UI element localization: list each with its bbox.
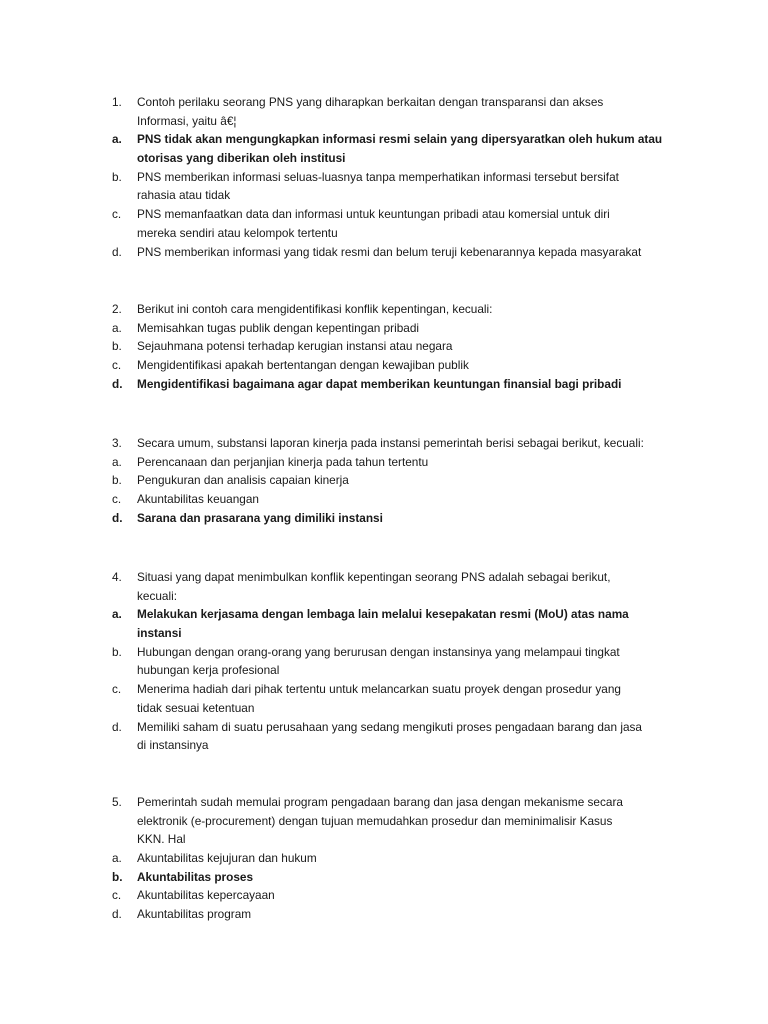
question-text: Contoh perilaku seorang PNS yang diharapkan berkaitan dengan transparansi dan akses bbox=[137, 95, 604, 109]
question-text: KKN. Hal bbox=[137, 832, 186, 847]
option-letter: a. bbox=[112, 454, 122, 469]
option-1-c bbox=[0, 224, 768, 243]
option-text: Akuntabilitas program bbox=[137, 907, 252, 922]
option-text: mereka sendiri atau kelompok tertentu bbox=[137, 225, 338, 240]
option-text: tidak sesuai ketentuan bbox=[137, 700, 255, 715]
option-5-d bbox=[0, 905, 768, 924]
option-text: PNS memberikan informasi yang tidak resmi dan belum teruji kebenarannya kepada masyarakat bbox=[137, 244, 642, 259]
option-text: PNS memanfaatkan data dan informasi untuk keuntungan pribadi atau komersial untuk diri bbox=[137, 207, 610, 222]
question-text: Berikut ini contoh cara mengidentifikasi konflik kepentingan, kecuali: bbox=[137, 302, 493, 316]
option-text: otorisas yang diberikan oleh institusi bbox=[137, 151, 346, 166]
option-4-d bbox=[0, 718, 768, 737]
option-letter: c. bbox=[112, 207, 122, 222]
option-text: Perencanaan dan perjanjian kinerja pada tahun tertentu bbox=[137, 454, 429, 469]
option-3-a bbox=[0, 453, 768, 472]
option-text: instansi bbox=[137, 626, 182, 641]
question-stem-line bbox=[0, 830, 768, 849]
option-text: PNS memberikan informasi seluas-luasnya tanpa memperhatikan informasi tersebut bersifat bbox=[137, 169, 619, 184]
option-4-b bbox=[0, 661, 768, 680]
question-text: elektronik (e-procurement) dengan tujuan memudahkan prosedur dan meminimalisir Kasus bbox=[137, 813, 613, 828]
option-2-b bbox=[0, 337, 768, 356]
option-5-b bbox=[0, 868, 768, 887]
option-4-a bbox=[0, 605, 768, 624]
option-1-c bbox=[0, 205, 768, 224]
option-text: Mengidentifikasi apakah bertentangan dengan kewajiban publik bbox=[137, 358, 469, 373]
option-text: Akuntabilitas kepercayaan bbox=[137, 888, 275, 903]
question-number: 5. bbox=[112, 795, 122, 809]
question-number: 2. bbox=[112, 302, 122, 316]
option-1-b bbox=[0, 186, 768, 205]
question-4 bbox=[0, 568, 768, 755]
option-text: Pengukuran dan analisis capaian kinerja bbox=[137, 473, 349, 488]
option-letter: b. bbox=[112, 473, 122, 488]
question-5 bbox=[0, 793, 768, 924]
option-letter: d. bbox=[112, 510, 123, 525]
question-stem-line bbox=[0, 587, 768, 606]
option-letter: b. bbox=[112, 644, 122, 659]
option-letter: d. bbox=[112, 907, 122, 922]
option-2-c bbox=[0, 356, 768, 375]
question-stem-line bbox=[0, 568, 768, 587]
option-5-c bbox=[0, 886, 768, 905]
question-number: 3. bbox=[112, 436, 122, 450]
question-text: kecuali: bbox=[137, 588, 177, 603]
option-2-d bbox=[0, 375, 768, 394]
option-text: Memiliki saham di suatu perusahaan yang sedang mengikuti proses pengadaan barang dan jasa bbox=[137, 719, 642, 734]
option-text: Akuntabilitas kejujuran dan hukum bbox=[137, 851, 317, 866]
option-text: PNS tidak akan mengungkapkan informasi resmi selain yang dipersyaratkan oleh hukum atau bbox=[137, 132, 663, 147]
option-letter: d. bbox=[112, 376, 123, 391]
option-text: rahasia atau tidak bbox=[137, 188, 231, 203]
option-1-a bbox=[0, 130, 768, 149]
option-4-d bbox=[0, 736, 768, 755]
option-letter: c. bbox=[112, 682, 122, 697]
question-2 bbox=[0, 300, 768, 393]
option-text: Melakukan kerjasama dengan lembaga lain melalui kesepakatan resmi (MoU) atas nama bbox=[137, 607, 629, 622]
option-4-a bbox=[0, 624, 768, 643]
question-3 bbox=[0, 434, 768, 527]
option-text: Hubungan dengan orang-orang yang berurusan dengan instansinya yang melampaui tingkat bbox=[137, 644, 620, 659]
question-stem-line bbox=[0, 812, 768, 831]
option-letter: a. bbox=[112, 851, 122, 866]
option-letter: c. bbox=[112, 492, 122, 507]
question-stem-line bbox=[0, 93, 768, 112]
option-letter: c. bbox=[112, 358, 122, 373]
question-stem-line bbox=[0, 434, 768, 453]
question-text: Informasi, yaitu â€¦ bbox=[137, 113, 237, 128]
question-stem-line bbox=[0, 300, 768, 319]
option-text: di instansinya bbox=[137, 738, 209, 753]
option-text: Sejauhmana potensi terhadap kerugian instansi atau negara bbox=[137, 339, 453, 354]
option-text: Mengidentifikasi bagaimana agar dapat memberikan keuntungan finansial bagi pribadi bbox=[137, 376, 622, 391]
option-letter: a. bbox=[112, 320, 122, 335]
question-stem-line bbox=[0, 793, 768, 812]
question-text: Situasi yang dapat menimbulkan konflik kepentingan seorang PNS adalah sebagai berikut, bbox=[137, 570, 611, 584]
option-1-a bbox=[0, 149, 768, 168]
option-text: Memisahkan tugas publik dengan kepentingan pribadi bbox=[137, 320, 420, 335]
option-text: Akuntabilitas proses bbox=[137, 869, 254, 884]
option-letter: a. bbox=[112, 607, 122, 622]
option-letter: b. bbox=[112, 339, 122, 354]
question-stem-line bbox=[0, 112, 768, 131]
question-1 bbox=[0, 93, 768, 261]
option-5-a bbox=[0, 849, 768, 868]
option-3-c bbox=[0, 490, 768, 509]
option-letter: d. bbox=[112, 719, 122, 734]
option-1-b bbox=[0, 168, 768, 187]
question-number: 1. bbox=[112, 95, 122, 109]
question-text: Pemerintah sudah memulai program pengadaan barang dan jasa dengan mekanisme secara bbox=[137, 795, 623, 809]
option-3-b bbox=[0, 471, 768, 490]
option-4-c bbox=[0, 680, 768, 699]
option-4-b bbox=[0, 643, 768, 662]
option-text: Akuntabilitas keuangan bbox=[137, 492, 259, 507]
option-letter: d. bbox=[112, 244, 122, 259]
option-1-d bbox=[0, 243, 768, 262]
option-3-d bbox=[0, 509, 768, 528]
option-2-a bbox=[0, 319, 768, 338]
question-text: Secara umum, substansi laporan kinerja pada instansi pemerintah berisi sebagai berikut, kecuali: bbox=[137, 436, 644, 450]
option-letter: b. bbox=[112, 869, 123, 884]
option-letter: c. bbox=[112, 888, 122, 903]
option-4-c bbox=[0, 699, 768, 718]
option-text: Sarana dan prasarana yang dimiliki instansi bbox=[137, 510, 383, 525]
option-letter: a. bbox=[112, 132, 122, 147]
option-text: hubungan kerja profesional bbox=[137, 663, 280, 678]
option-text: Menerima hadiah dari pihak tertentu untuk melancarkan suatu proyek dengan prosedur yang bbox=[137, 682, 621, 697]
option-letter: b. bbox=[112, 169, 122, 184]
question-number: 4. bbox=[112, 570, 122, 584]
